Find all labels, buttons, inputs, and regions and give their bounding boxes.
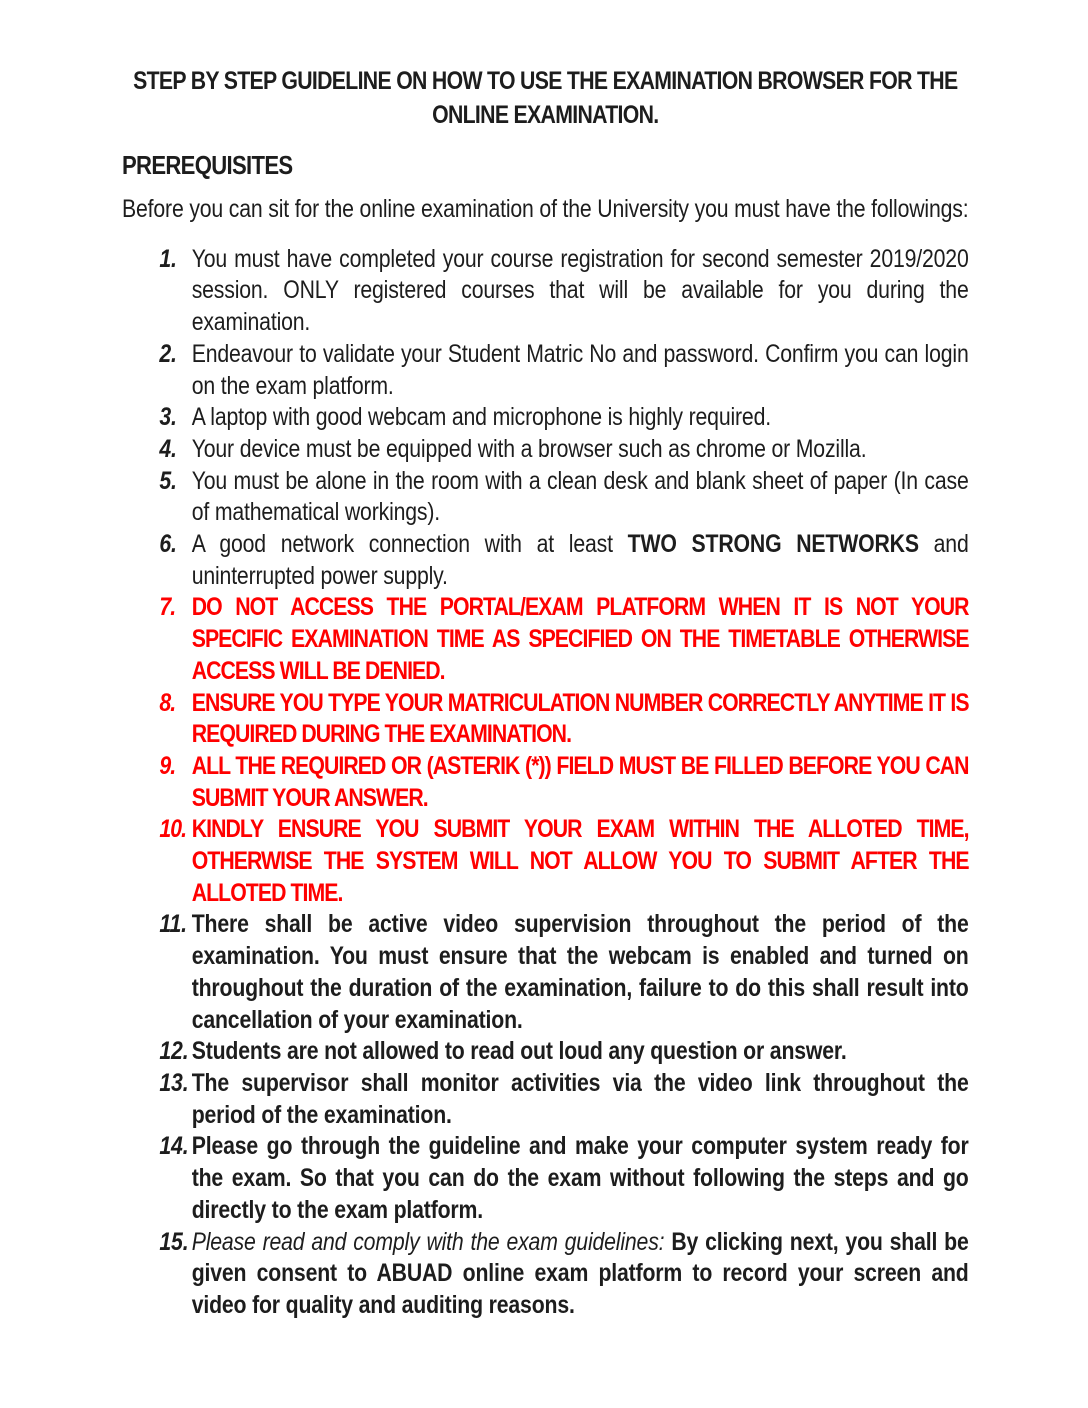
list-item-segment: Your device must be equipped with a browser such as chrome or Mozilla. — [191, 434, 867, 463]
list-item — [122, 688, 969, 751]
list-item-segment: The supervisor shall monitor activities via the video link throughout the period of the examination. — [191, 1068, 969, 1129]
list-item-text — [192, 1132, 969, 1223]
list-item — [122, 529, 969, 592]
list-item — [122, 751, 969, 814]
list-item-text — [192, 910, 969, 1033]
guideline-list — [122, 244, 969, 1322]
list-item-text — [192, 245, 969, 336]
intro-paragraph: Before you can sit for the online examination of the University you must have the followings: — [122, 195, 969, 223]
list-item-number: 8. — [159, 688, 176, 717]
list-item-number: 5. — [159, 466, 177, 495]
list-item-number: 2. — [159, 339, 177, 368]
list-item — [122, 814, 969, 909]
list-item-number: 6. — [159, 530, 177, 559]
list-item-text — [192, 593, 969, 684]
list-item-segment: and uninterrupted power supply. — [191, 530, 969, 590]
list-item-number: 14. — [159, 1132, 189, 1161]
list-item-number: 7. — [159, 593, 176, 622]
list-item — [122, 339, 969, 402]
list-item-number: 3. — [159, 403, 177, 432]
list-item-segment: A laptop with good webcam and microphone is highly required. — [191, 403, 771, 432]
list-item-number: 12. — [159, 1037, 189, 1066]
list-item-segment: ENSURE YOU TYPE YOUR MATRICULATION NUMBER CORRECTLY ANYTIME IT IS REQUIRED DURING THE EXAMINATION. — [191, 688, 969, 749]
list-item — [122, 466, 969, 529]
list-item — [122, 434, 969, 466]
list-item — [122, 244, 969, 339]
list-item-text — [192, 815, 969, 906]
list-item-text — [192, 403, 771, 431]
list-item — [122, 402, 969, 434]
list-item — [122, 1068, 969, 1131]
list-item-segment: ALL THE REQUIRED OR (ASTERIK (*)) FIELD MUST BE FILLED BEFORE YOU CAN SUBMIT YOUR ANSWER. — [191, 751, 969, 812]
list-item-text — [192, 340, 969, 400]
list-item-segment: Students are not allowed to read out loud any question or answer. — [191, 1037, 847, 1066]
list-item-text — [192, 530, 969, 590]
list-item-text — [192, 1228, 969, 1319]
list-item-segment: There shall be active video supervision throughout the period of the examination. You must ensure that the webcam is enabled and turned on throughout the duration of the examination, failure to do this shall result into cancellation of your examination. — [191, 910, 969, 1034]
list-item — [122, 592, 969, 687]
list-item — [122, 909, 969, 1036]
list-item — [122, 1036, 969, 1068]
list-item-segment: Please read and comply with the exam guidelines: — [191, 1227, 672, 1256]
list-item-text — [192, 752, 969, 812]
list-item-text — [192, 1069, 969, 1129]
list-item-text — [192, 1037, 847, 1065]
list-item-segment: Please go through the guideline and make your computer system ready for the exam. So that you can do the exam without following the steps and go directly to the exam platform. — [191, 1132, 969, 1224]
list-item-segment: You must have completed your course registration for second semester 2019/2020 session. ONLY registered courses that will be available for you during the examination. — [191, 244, 969, 337]
section-heading-prerequisites: PREREQUISITES — [122, 150, 293, 180]
list-item-number: 13. — [159, 1068, 189, 1097]
list-item-segment: Endeavour to validate your Student Matric No and password. Confirm you can login on the exam platform. — [191, 339, 969, 400]
list-item-number: 1. — [159, 244, 177, 273]
list-item-number: 11. — [159, 910, 187, 939]
list-item-segment: You must be alone in the room with a clean desk and blank sheet of paper (In case of mathematical workings). — [191, 466, 969, 527]
document-content — [122, 64, 969, 1322]
list-item-number: 4. — [159, 434, 177, 463]
list-item-number: 9. — [159, 751, 176, 780]
list-item — [122, 1131, 969, 1226]
list-item-text — [192, 467, 969, 527]
list-item-segment: KINDLY ENSURE YOU SUBMIT YOUR EXAM WITHIN THE ALLOTED TIME, OTHERWISE THE SYSTEM WILL NOT ALLOW YOU TO SUBMIT AFTER THE ALLOTED TIME. — [191, 815, 969, 907]
list-item-number: 10. — [159, 815, 187, 844]
list-item-segment: By clicking next, you shall be given consent to ABUAD online exam platform to record your screen and video for quality and auditing reasons. — [191, 1227, 969, 1319]
document-title: STEP BY STEP GUIDELINE ON HOW TO USE THE EXAMINATION BROWSER FOR THE ONLINE EXAMINATION. — [133, 67, 958, 129]
list-item-segment: TWO STRONG NETWORKS — [627, 530, 919, 559]
list-item-text — [192, 689, 969, 749]
list-item-segment: DO NOT ACCESS THE PORTAL/EXAM PLATFORM WHEN IT IS NOT YOUR SPECIFIC EXAMINATION TIME AS SPECIFIED ON THE TIMETABLE OTHERWISE ACCESS WILL BE DENIED. — [191, 593, 969, 685]
list-item-segment: A good network connection with at least — [191, 530, 628, 559]
list-item-number: 15. — [159, 1227, 189, 1256]
list-item-text — [192, 435, 867, 463]
list-item — [122, 1227, 969, 1322]
